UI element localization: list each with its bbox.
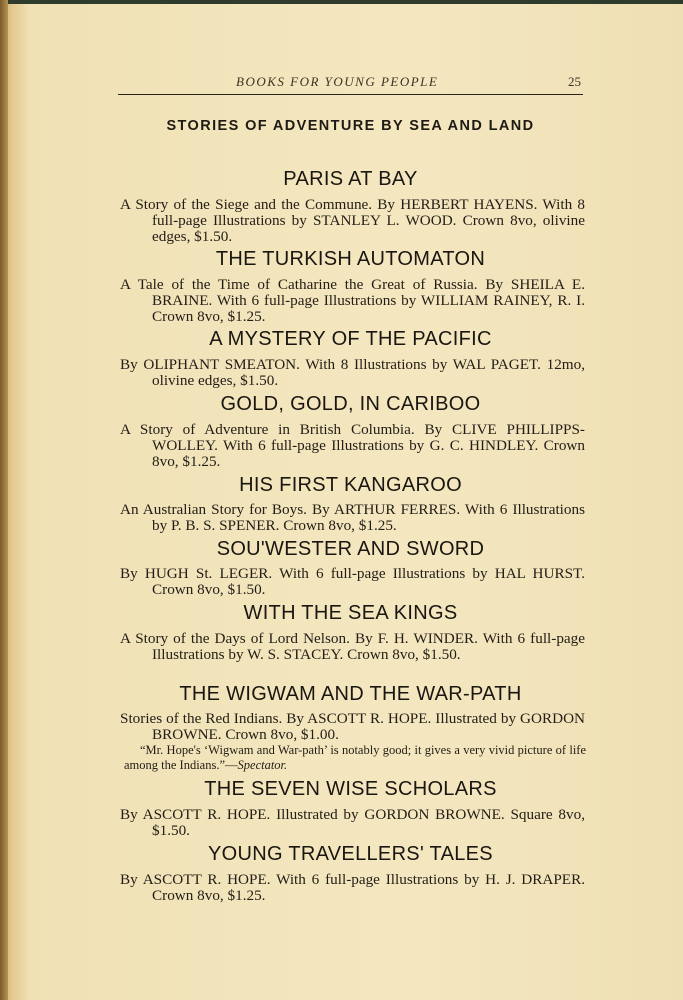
book-title: THE TURKISH AUTOMATON: [215, 248, 486, 270]
book-title: WITH THE SEA KINGS: [243, 602, 458, 624]
book-description: By ASCOTT R. HOPE. With 6 full-page Illustrations by H. J. DRAPER. Crown 8vo, $1.25.: [120, 871, 585, 904]
book-title: A MYSTERY OF THE PACIFIC: [209, 328, 492, 350]
book-title: HIS FIRST KANGAROO: [239, 474, 462, 496]
book-description: A Story of the Days of Lord Nelson. By F. H. WINDER. With 6 full-page Illustrations by W. S. STACEY. Crown 8vo, $1.50.: [120, 630, 585, 663]
review-quote-source: Spectator.: [237, 758, 288, 772]
book-description: A Story of Adventure in British Columbia. By CLIVE PHILLIPPS-WOLLEY. With 6 full-page Illustrations by G. C. HINDLEY. Crown 8vo, $1.25.: [120, 421, 585, 470]
book-title: YOUNG TRAVELLERS' TALES: [208, 843, 493, 865]
book-description: A Story of the Siege and the Commune. By HERBERT HAYENS. With 8 full-page Illustrations by STANLEY L. WOOD. Crown 8vo, olivine edges, $1.50.: [120, 196, 585, 245]
book-title: THE WIGWAM AND THE WAR-PATH: [179, 683, 522, 705]
book-description: A Tale of the Time of Catharine the Great of Russia. By SHEILA E. BRAINE. With 6 full-page Illustrations by WILLIAM RAINEY, R. I. Crown 8vo, $1.25.: [120, 276, 585, 325]
book-description: By HUGH St. LEGER. With 6 full-page Illustrations by HAL HURST. Crown 8vo, $1.50.: [120, 565, 585, 598]
section-title: STORIES OF ADVENTURE BY SEA AND LAND: [166, 118, 535, 134]
book-title: SOU'WESTER AND SWORD: [216, 538, 485, 560]
book-description: By ASCOTT R. HOPE. Illustrated by GORDON BROWNE. Square 8vo, $1.50.: [120, 806, 585, 839]
book-title: GOLD, GOLD, IN CARIBOO: [220, 393, 481, 415]
review-quote-text: “Mr. Hope's ‘Wigwam and War-path’ is notably good; it gives a very vivid picture of life among the Indians.”—: [124, 743, 586, 772]
page-number: 25: [568, 74, 581, 89]
book-title: PARIS AT BAY: [283, 168, 418, 190]
book-description: Stories of the Red Indians. By ASCOTT R. HOPE. Illustrated by GORDON BROWNE. Crown 8vo, $1.00.: [120, 710, 585, 743]
book-description: An Australian Story for Boys. By ARTHUR FERRES. With 6 Illustrations by P. B. S. SPENER. Crown 8vo, $1.25.: [120, 501, 585, 534]
running-head-title: BOOKS FOR YOUNG PEOPLE: [236, 74, 439, 89]
book-description: By OLIPHANT SMEATON. With 8 Illustrations by WAL PAGET. 12mo, olivine edges, $1.50.: [120, 356, 585, 389]
book-title: THE SEVEN WISE SCHOLARS: [204, 778, 497, 800]
review-quote: [124, 743, 586, 773]
